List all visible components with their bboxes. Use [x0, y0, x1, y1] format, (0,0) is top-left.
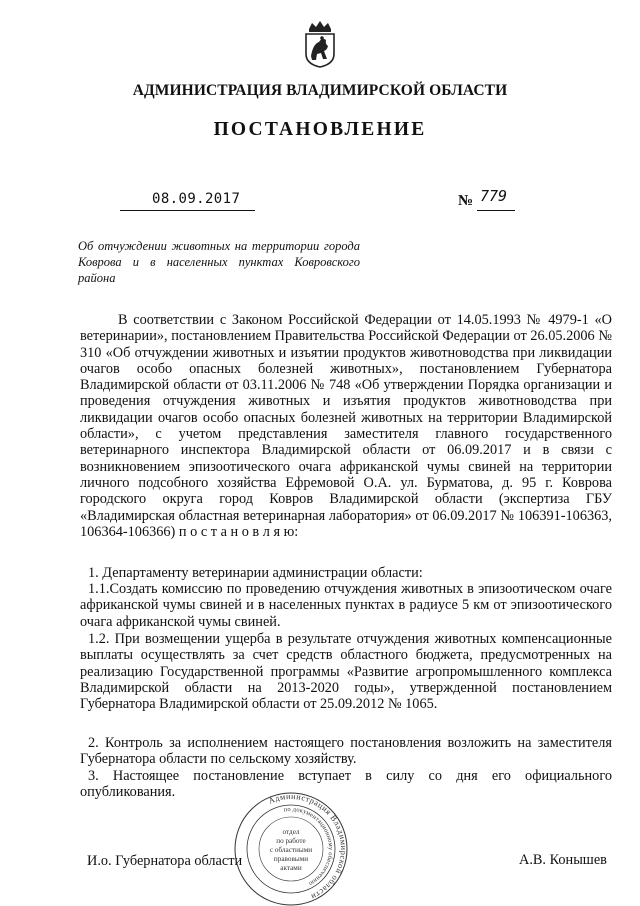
signatory-name: А.В. Конышев — [519, 852, 607, 868]
stamp-outer-text: Администрация Владимирской области — [267, 792, 349, 902]
organization-title: АДМИНИСТРАЦИЯ ВЛАДИМИРСКОЙ ОБЛАСТИ — [132, 82, 508, 99]
stamp-center-line: отдел — [282, 828, 300, 836]
signatory-role: И.о. Губернатора области — [87, 853, 243, 869]
preamble-paragraph: В соответствии с Законом Российской Федерации от 14.05.1993 № 4979-1 «О ветеринарии», постановлением Правительства Российской Федерации от 26.05.2006 № 310 «Об отчуждении животных и изъятии продуктов животноводства при ликвидации очагов особо опасных болезней животных», постановлением Губернатора Владимирской области от 03.11.2006 № 748 «Об утверждении Порядка организации и проведения отчуждения животных и изъятия продуктов животноводства при ликвидации очагов особо опасных болезней животных на территории Владимирской области», с учетом представления заместителя главного государственного ветеринарного инспектора Владимирской области от 06.09.2017 и в связи с возникновением эпизоотического очага африканской чумы свиней на территории личного подсобного хозяйства Ефремовой О.А. ул. Бурматова, д. 95 г. Коврова городского округа город Ковров Владимирской области (экспертиза ГБУ «Владимирская областная ветеринарная лаборатория» от 06.09.2017 № 106391-106363, 106364-106366) п о с т а н о в л я ю: — [80, 312, 612, 540]
item-1-paragraph: 1. Департаменту ветеринарии администрации области: — [88, 565, 423, 581]
item-3-paragraph: 3. Настоящее постановление вступает в силу со дня его официального опубликования. — [80, 768, 612, 801]
item-2-paragraph: 2. Контроль за исполнением настоящего постановления возложить на заместителя Губернатора области по сельскому хозяйству. — [80, 735, 612, 768]
stamp-inner-text: по документационному обеспечению — [283, 805, 335, 888]
official-stamp — [228, 792, 354, 906]
item-1-1-paragraph: 1.1.Создать комиссию по проведению отчуждения животных в эпизоотическом очаге африканской чумы свиней и в населенных пунктах в радиусе 5 км от эпизоотического очага африканской чумы свиней. — [80, 581, 612, 630]
stamp-center-line: правовыми — [273, 855, 309, 863]
document-subject: Об отчуждении животных на территории города Коврова и в населенных пунктах Ковровского района — [78, 239, 360, 285]
document-date: 08.09.2017 — [152, 191, 241, 207]
stamp-center-line: актами — [280, 864, 302, 872]
stamp-center-line: по работе — [276, 837, 306, 845]
coat-of-arms-icon — [301, 20, 339, 68]
document-number: 779 — [480, 187, 508, 205]
item-1-2-paragraph: 1.2. При возмещении ущерба в результате отчуждения животных компенсационные выплаты осуществлять за счет средств областного бюджета, предусмотренных на реализацию Государственной программы «Развитие агропромышленного комплекса Владимирской области на 2013-2020 годы», утвержденной постановлением Губернатора Владимирской области от 25.09.2012 № 1065. — [80, 631, 612, 713]
document-type-title: ПОСТАНОВЛЕНИЕ — [213, 119, 427, 140]
stamp-center-line: с областными — [269, 846, 313, 854]
number-sign: № — [458, 193, 474, 209]
